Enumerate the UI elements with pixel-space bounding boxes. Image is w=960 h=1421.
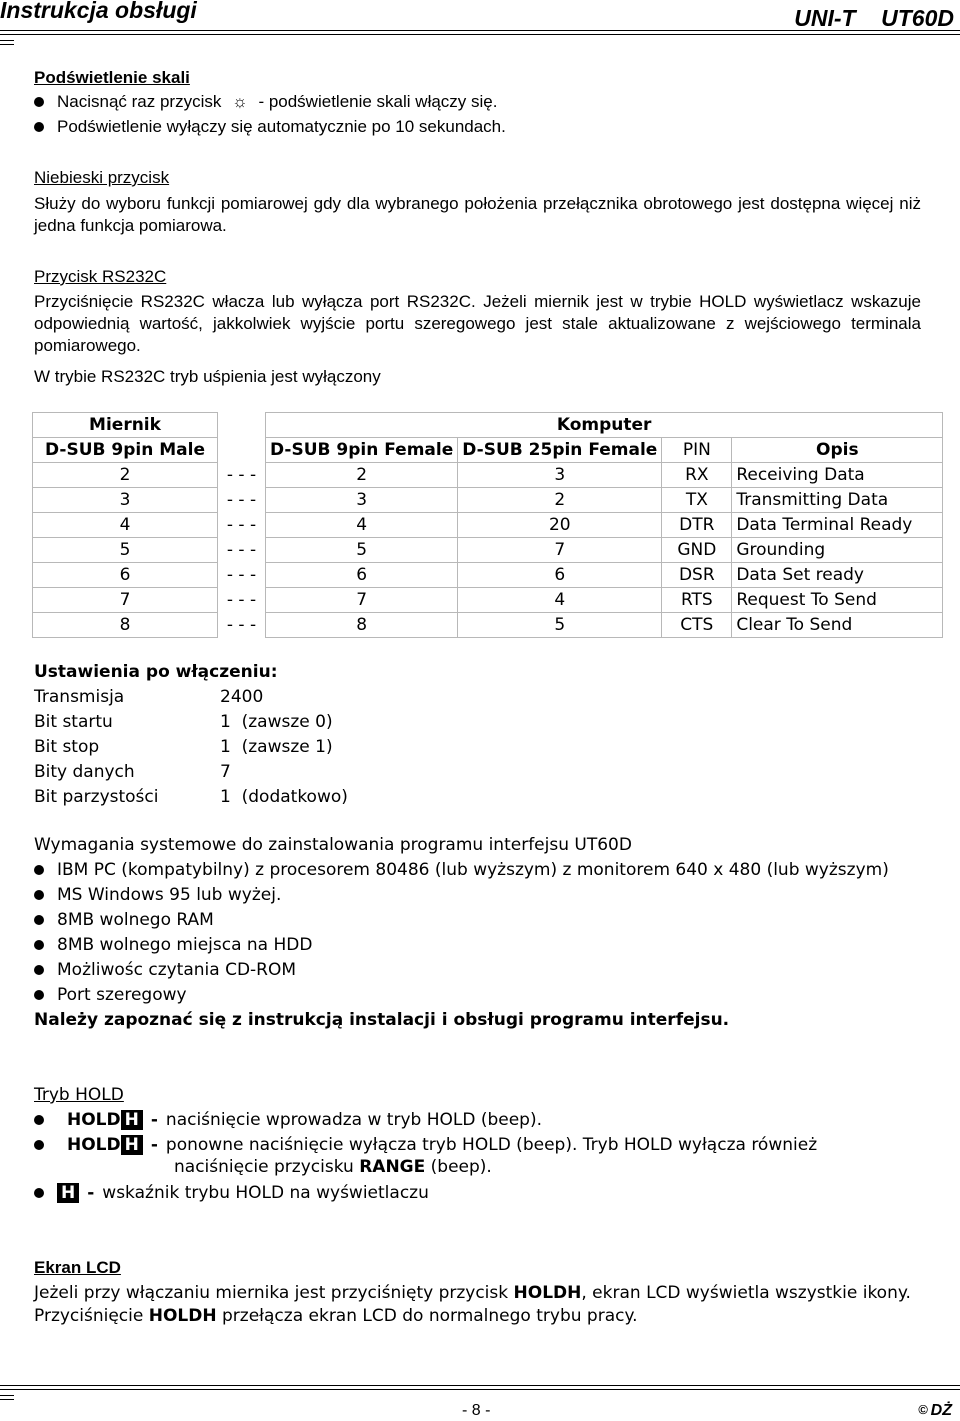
hold-label: HOLD: [67, 1110, 121, 1130]
bullet-icon: [34, 940, 44, 950]
bullet-icon: [34, 122, 44, 132]
table-row: [33, 563, 943, 588]
settings-row: [34, 710, 348, 735]
col-header: D-SUB 25pin Female: [458, 438, 662, 463]
footer-mark: [0, 1395, 14, 1400]
settings-row: [34, 785, 348, 810]
table-cell: 4: [458, 588, 662, 613]
table-row: [33, 588, 943, 613]
settings-key: Bit startu: [34, 712, 113, 732]
hold-title: Tryb HOLD: [34, 1085, 124, 1105]
table-row: [33, 463, 943, 488]
dash: -: [150, 1110, 158, 1130]
requirement-item: [34, 985, 187, 1005]
lcd-line-2-text: Przyciśnięcie: [34, 1306, 149, 1326]
requirements-title: Wymagania systemowe do zainstalowania programu interfejsu UT60D: [34, 835, 632, 855]
lcd-line-1: [34, 1283, 911, 1303]
settings-key: Bit stop: [34, 737, 100, 757]
lcd-title: Ekran LCD: [34, 1258, 121, 1277]
lcd-line-1-text: Jeżeli przy włączaniu miernika jest przyciśnięty przycisk: [34, 1283, 514, 1303]
holdh-button-name: HOLDH: [513, 1283, 582, 1303]
table-cell: 2: [266, 463, 458, 488]
footer-rule: [0, 1385, 960, 1390]
hold-label: HOLD: [67, 1135, 121, 1155]
rs232-text: Przyciśnięcie RS232C włacza lub wyłącza port RS232C. Jeżeli miernik jest w trybie HOLD wyświetlacz wskazuje odpowiednią wartość, jakkolwiek wyjście portu szeregowego jest stale aktualizowane z wejściowego terminala pomiarowego.: [34, 292, 921, 355]
brand-name: UNI-T: [794, 5, 856, 31]
bullet-icon: [34, 865, 44, 875]
bullet-icon: [34, 915, 44, 925]
table-cell: Transmitting Data: [732, 488, 943, 513]
requirement-item: [34, 960, 296, 980]
table-cell: - - -: [226, 590, 257, 610]
dash: -: [150, 1135, 158, 1155]
table-cell: Clear To Send: [732, 613, 943, 638]
settings-value: 7: [220, 762, 231, 782]
hold-h-indicator: H: [121, 1110, 143, 1130]
table-cell: 3: [33, 488, 218, 513]
col-header: Opis: [732, 438, 943, 463]
table-cell: 7: [33, 588, 218, 613]
table-cell: 7: [266, 588, 458, 613]
table-row: [33, 613, 943, 638]
range-button-name: RANGE: [359, 1157, 426, 1177]
bullet-icon: [34, 97, 44, 107]
table-cell: 7: [458, 538, 662, 563]
hold-item-3: [34, 1183, 429, 1203]
table-cell: 8: [266, 613, 458, 638]
table-cell: Receiving Data: [732, 463, 943, 488]
group-computer: Komputer: [266, 413, 943, 438]
bullet-icon: [34, 1140, 44, 1150]
table-cell: 3: [266, 488, 458, 513]
col-header: D-SUB 9pin Male: [33, 438, 218, 463]
table-cell: 6: [33, 563, 218, 588]
settings-block: [34, 660, 348, 810]
blue-button-text: Służy do wyboru funkcji pomiarowej gdy dla wybranego położenia przełącznika obrotowego jest dostępna więcej niż jedna funkcja pomiarowa.: [34, 194, 921, 235]
table-cell: DSR: [662, 563, 732, 588]
settings-key: Bity danych: [34, 762, 135, 782]
requirements-note: Należy zapoznać się z instrukcją instalacji i obsługi programu interfejsu.: [34, 1010, 730, 1030]
table-cell: 6: [266, 563, 458, 588]
bullet-icon: [34, 990, 44, 1000]
bullet-icon: [34, 965, 44, 975]
table-cell: TX: [662, 488, 732, 513]
table-cell: 2: [33, 463, 218, 488]
hold-item-2: [34, 1135, 912, 1155]
lcd-line-2: [34, 1306, 638, 1326]
group-meter: Miernik: [33, 413, 218, 438]
settings-value: 2400: [220, 687, 264, 707]
hold-item-2-line-2-text: naciśnięcie przycisku: [174, 1157, 360, 1177]
settings-value: 1 (dodatkowo): [220, 787, 348, 807]
table-cell: 4: [33, 513, 218, 538]
table-cell: 3: [458, 463, 662, 488]
settings-key: Transmisja: [34, 687, 125, 707]
backlight-title: Podświetlenie skali: [34, 68, 190, 87]
table-cell: Data Terminal Ready: [732, 513, 943, 538]
table-cell: RTS: [662, 588, 732, 613]
table-cell: 6: [458, 563, 662, 588]
requirement-text: 8MB wolnego miejsca na HDD: [57, 935, 313, 955]
table-cell: 8: [33, 613, 218, 638]
table-cell: 2: [458, 488, 662, 513]
hold-item-1: [34, 1110, 542, 1130]
backlight-item-1-text: Nacisnąć raz przycisk: [57, 92, 222, 111]
requirement-item: [34, 910, 214, 930]
requirement-text: Możliwośc czytania CD-ROM: [57, 960, 297, 980]
settings-title: Ustawienia po włączeniu:: [34, 662, 278, 682]
table-cell: Data Set ready: [732, 563, 943, 588]
table-cell: - - -: [226, 540, 257, 560]
requirement-text: MS Windows 95 lub wyżej.: [57, 885, 282, 905]
lcd-line-2-end: przełącza ekran LCD do normalnego trybu pracy.: [216, 1306, 638, 1326]
hold-h-indicator: H: [121, 1135, 143, 1155]
bullet-icon: [34, 890, 44, 900]
table-cell: Request To Send: [732, 588, 943, 613]
model-name: [794, 5, 954, 32]
table-cell: 5: [266, 538, 458, 563]
table-cell: RX: [662, 463, 732, 488]
table-cell: - - -: [226, 490, 257, 510]
page-number: - 8 -: [462, 1402, 491, 1419]
hold-item-3-text: wskaźnik trybu HOLD na wyświetlaczu: [102, 1183, 429, 1203]
hold-item-2-line-2: [174, 1157, 492, 1177]
table-group-row: [33, 413, 943, 438]
col-header: PIN: [662, 438, 732, 463]
copyright-icon: ©: [918, 1402, 928, 1417]
requirement-text: IBM PC (kompatybilny) z procesorem 80486 (lub wyższym) z monitorem 640 x 480 (lub wyższym): [57, 860, 889, 880]
rs232-pinout-table: [32, 412, 943, 638]
bullet-icon: [34, 1115, 44, 1125]
requirement-item: [34, 935, 312, 955]
table-row: [33, 488, 943, 513]
settings-key: Bit parzystości: [34, 787, 159, 807]
author-mark: [918, 1402, 952, 1420]
backlight-item-2: [34, 117, 506, 137]
table-cell: - - -: [226, 465, 257, 485]
table-cell: - - -: [226, 515, 257, 535]
requirement-item: [34, 860, 889, 880]
rs232-text-2: W trybie RS232C tryb uśpienia jest wyłączony: [34, 367, 381, 386]
table-cell: 4: [266, 513, 458, 538]
table-cell: 20: [458, 513, 662, 538]
table-cell: - - -: [226, 615, 257, 635]
dash: -: [87, 1183, 95, 1203]
table-row: [33, 513, 943, 538]
table-row: [33, 538, 943, 563]
backlight-item-2-text: Podświetlenie wyłączy się automatycznie po 10 sekundach.: [57, 117, 506, 136]
header-rule: [0, 30, 960, 35]
hold-item-2-text: ponowne naciśnięcie wyłącza tryb HOLD (beep). Tryb HOLD wyłącza również: [165, 1135, 818, 1155]
col-header: D-SUB 9pin Female: [266, 438, 458, 463]
settings-value: 1 (zawsze 1): [220, 737, 333, 757]
table-cell: 5: [458, 613, 662, 638]
backlight-item-1-text-b: - podświetlenie skali włączy się.: [258, 92, 498, 111]
blue-button-title: Niebieski przycisk: [34, 168, 170, 187]
hold-h-indicator: H: [57, 1183, 79, 1203]
hold-item-2-line-2-end: (beep).: [425, 1157, 492, 1177]
document-title: Instrukcja obsługi: [0, 0, 197, 23]
table-cell: CTS: [662, 613, 732, 638]
rs232-title: Przycisk RS232C: [34, 267, 167, 286]
requirement-item: [34, 885, 281, 905]
col-header: [218, 438, 266, 463]
settings-value: 1 (zawsze 0): [220, 712, 333, 732]
lcd-line-1-end: , ekran LCD wyświetla wszystkie ikony.: [581, 1283, 911, 1303]
holdh-button-name: HOLDH: [148, 1306, 217, 1326]
table-header-row: [33, 438, 943, 463]
sun-icon: ☼: [232, 92, 248, 111]
settings-row: [34, 760, 348, 785]
table-cell: Grounding: [732, 538, 943, 563]
settings-row: [34, 735, 348, 760]
table-cell: 5: [33, 538, 218, 563]
author-initials: DŻ: [930, 1402, 952, 1419]
model-number: UT60D: [881, 5, 954, 31]
hold-item-1-text: naciśnięcie wprowadza w tryb HOLD (beep).: [165, 1110, 543, 1130]
backlight-item-1: [34, 92, 497, 112]
settings-row: [34, 685, 348, 710]
requirement-text: 8MB wolnego RAM: [57, 910, 214, 930]
bullet-icon: [34, 1188, 44, 1198]
table-cell: - - -: [226, 565, 257, 585]
header-mark: [0, 40, 14, 45]
table-cell: GND: [662, 538, 732, 563]
requirement-text: Port szeregowy: [57, 985, 187, 1005]
table-cell: DTR: [662, 513, 732, 538]
